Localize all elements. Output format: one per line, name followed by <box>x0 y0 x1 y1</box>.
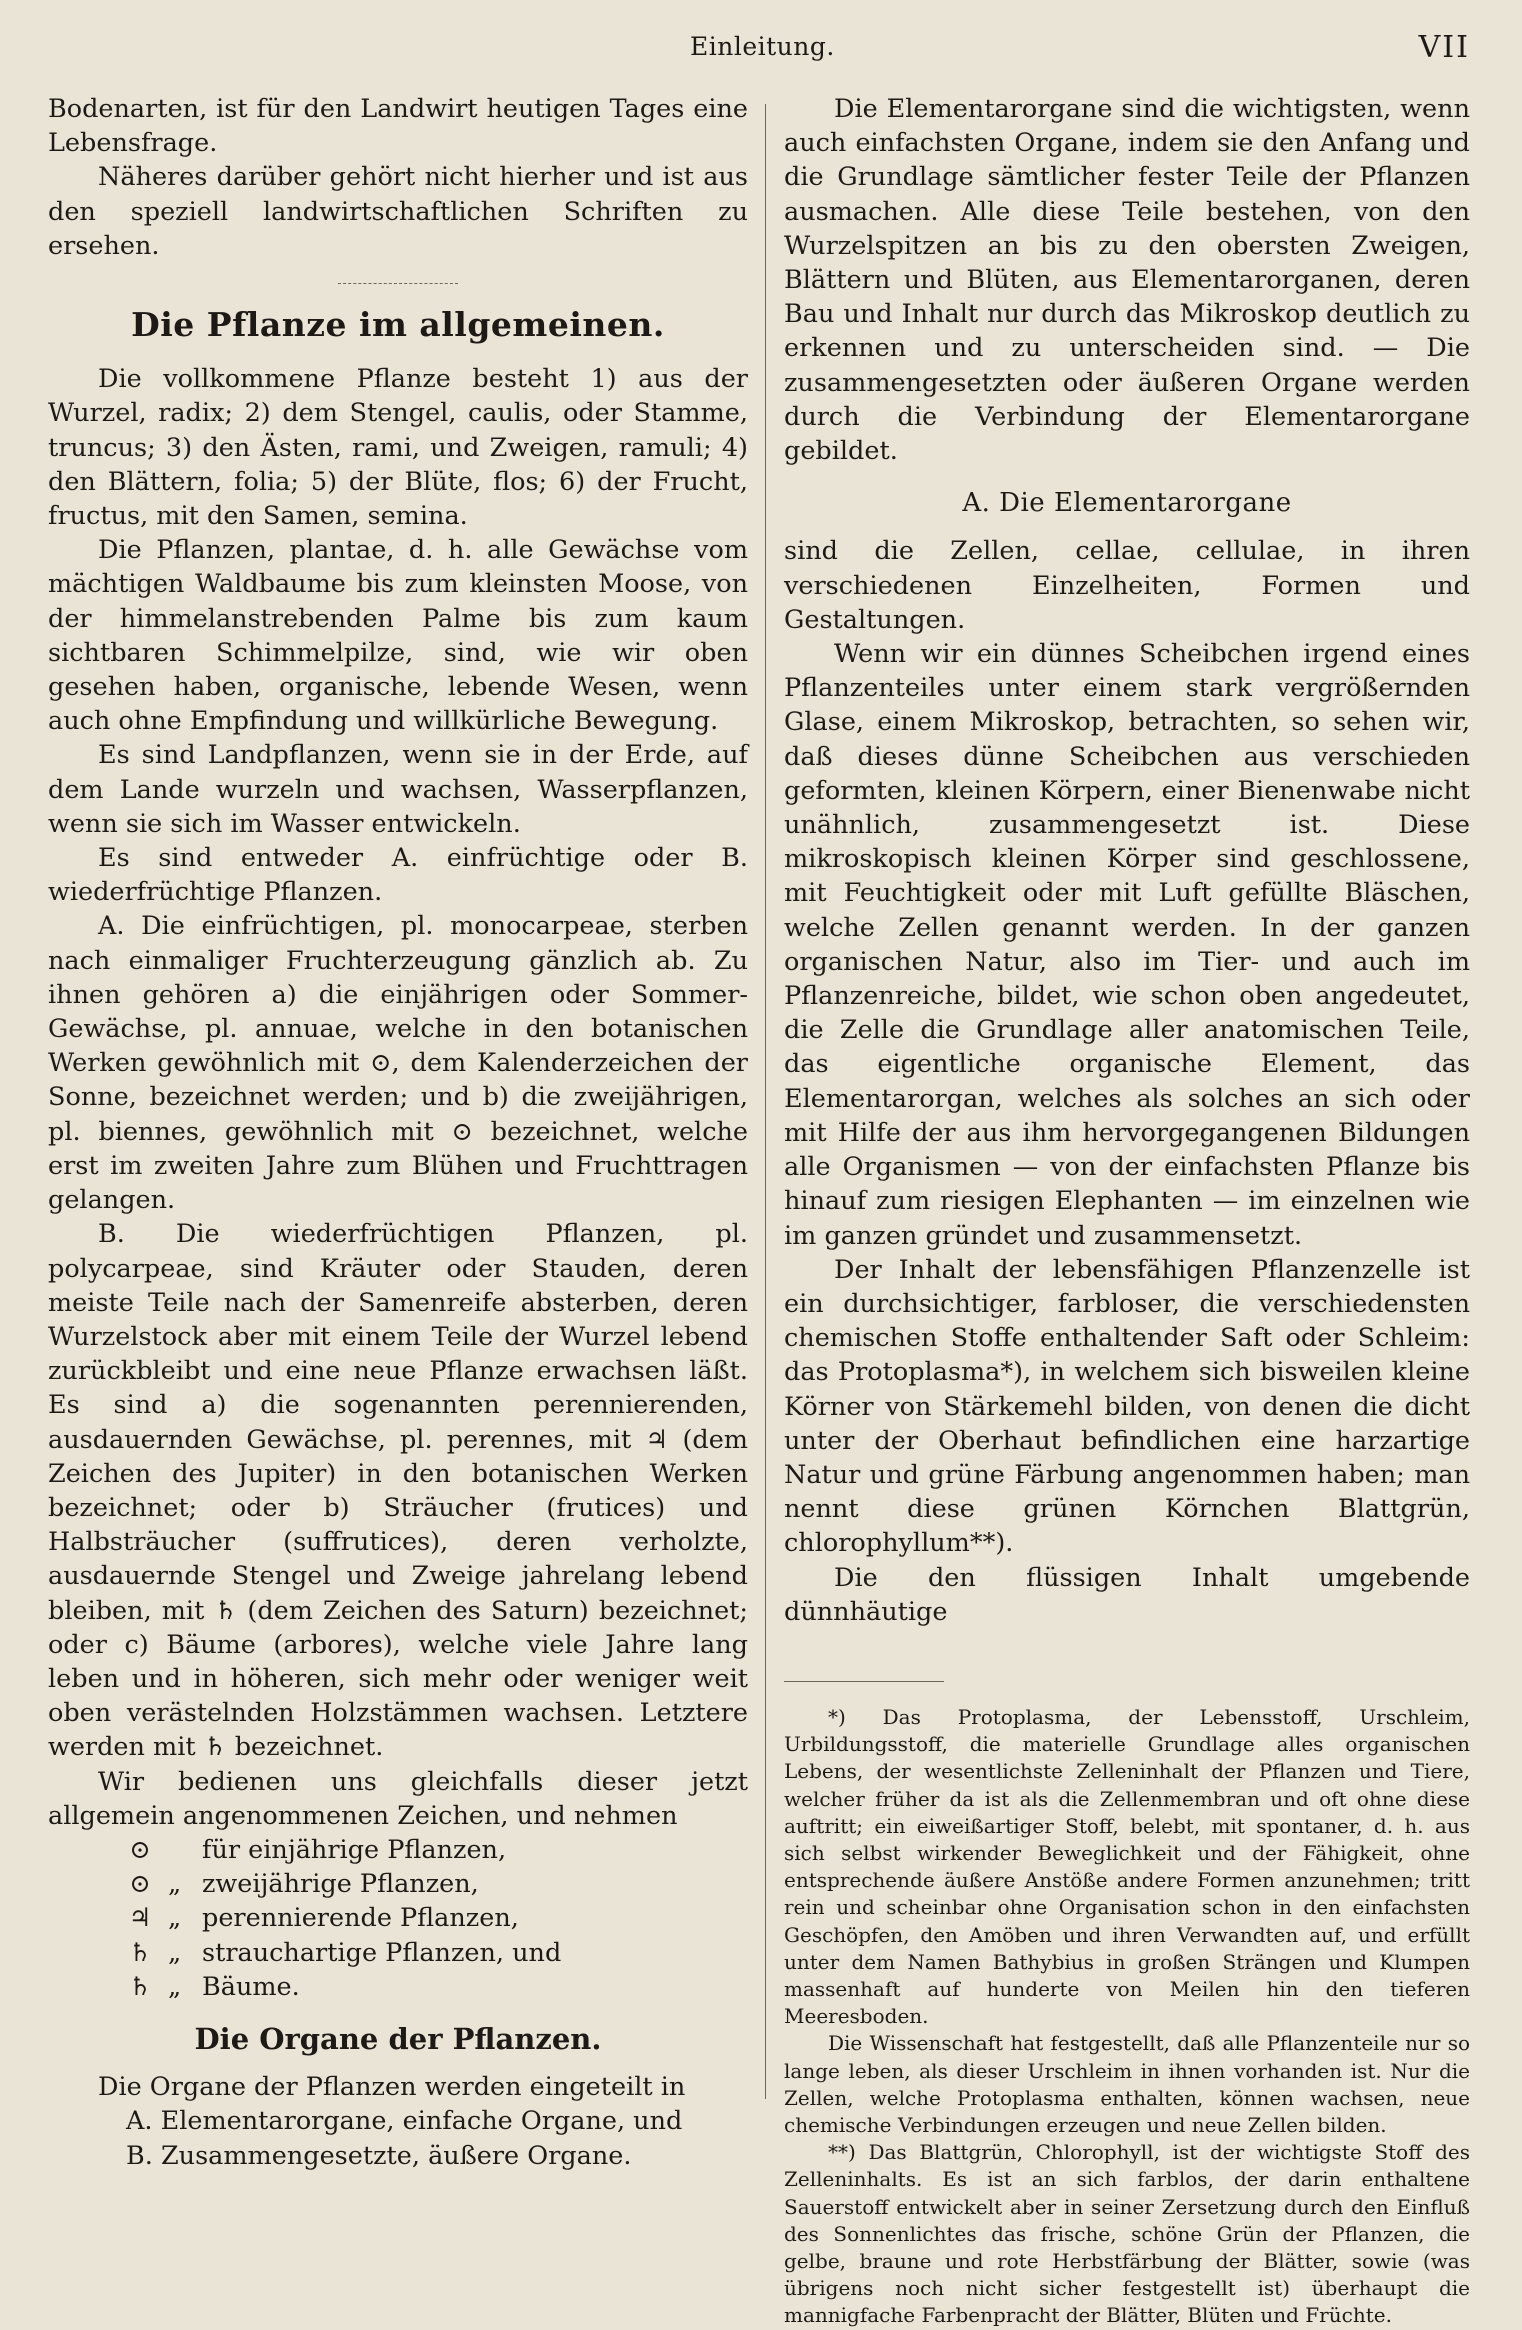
paragraph: Es sind Landpflanzen, wenn sie in der Erde, auf dem Lande wurzeln und wachsen, Wasserpflanzen, wenn sie sich im Wasser entwickeln. <box>48 740 748 839</box>
tree-symbol-icon: ♄ <box>128 1971 152 2002</box>
paragraph: Wir bedienen uns gleichfalls dieser jetzt allgemein angenommenen Zeichen, und nehmen <box>48 1766 748 1831</box>
paragraph: Die Organe der Pflanzen werden eingeteilt in <box>98 2072 686 2103</box>
symbol-label: zweijährige Pflanzen, <box>202 1869 479 1900</box>
footnote: *) Das Protoplasma, der Lebensstoff, Urschleim, Urbildungsstoff, die materielle Grundlage alles organischen Lebens, der wesentlichste Zelleninhalt der Pflanzen und Tiere, welcher früher da ist als die Zellenmembran und oft ohne diese auftritt; ein eiweißartiger Stoff, belebt, mit spontaner, d. h. aus sich selbst wirkender Beweglichkeit und der Fähigkeit, ohne entsprechende äußere Anstöße andere Formen anzunehmen; tritt rein und scheinbar ohne Organisation schon in den einfachsten Geschöpfen, den Amöben und ihren Verwandten auf, und erfüllt unter dem Namen Bathybius in großen Strängen und Klumpen massenhaft auf hunderte von Meilen hin den tieferen Meeresboden. <box>784 1704 1470 2029</box>
section-heading: Die Organe der Pflanzen. <box>194 2021 602 2056</box>
symbol-row <box>48 1936 748 1970</box>
footnote: Die Wissenschaft hat festgestellt, daß alle Pflanzenteile nur so lange leben, als dieser Urschleim in ihnen vorhanden ist. Nur die Zellen, welche Protoplasma enthalten, können wachsen, neue chemische Verbindungen erzeugen und neue Zellen bilden. <box>784 2031 1470 2137</box>
symbol-row <box>48 1867 748 1901</box>
ditto-mark: „ <box>168 1903 182 1934</box>
symbol-row <box>48 1833 748 1867</box>
jupiter-symbol-icon: ♃ <box>128 1903 152 1934</box>
symbol-list <box>48 1833 748 2004</box>
page-number: VII <box>1418 30 1470 65</box>
running-header <box>0 28 1522 68</box>
saturn-symbol-icon: ♄ <box>128 1937 152 1968</box>
paragraph: Näheres darüber gehört nicht hierher und ist aus den speziell landwirtschaftlichen Schriften zu ersehen. <box>48 162 748 261</box>
ditto-mark: „ <box>168 1937 182 1968</box>
paragraph: Die Elementarorgane sind die wichtigsten, wenn auch einfachsten Organe, indem sie den Anfang und die Grundlage sämtlicher fester Teile der Pflanzen ausmachen. Alle diese Teile bestehen, von den Wurzelspitzen an bis zu den obersten Zweigen, Blättern und Blüten, aus Elementarorganen, deren Bau und Inhalt nur durch das Mikroskop deutlich zu erkennen und zu unterscheiden sind. — Die zusammengesetzten oder äußeren Organe werden durch die Verbindung der Elementarorgane gebildet. <box>784 94 1470 467</box>
paragraph: Die den flüssigen Inhalt umgebende dünnhäutige <box>784 1562 1470 1627</box>
symbol-label: perennierende Pflanzen, <box>202 1903 519 1934</box>
symbol-row <box>48 1901 748 1935</box>
paragraph: Wenn wir ein dünnes Scheibchen irgend eines Pflanzenteiles unter einem stark vergrößernden Glase, einem Mikroskop, betrachten, so sehen wir, daß dieses dünne Scheibchen aus verschieden geformten, kleinen Körpern, einer Bienenwabe nicht unähnlich, zusammengesetzt ist. Diese mikroskopisch kleinen Körper sind geschlossene, mit Feuchtigkeit oder mit Luft gefüllte Bläschen, welche Zellen genannt werden. In der ganzen organischen Natur, also im Tier- und auch im Pflanzenreiche, bildet, wie schon oben angedeutet, die Zelle die Grundlage aller anatomischen Teile, das eigentliche organische Element, das Elementarorgan, welches als solches an sich oder mit Hilfe der aus ihm hervorgegangenen Bildungen alle Organismen — von der einfachsten Pflanze bis hinauf zum riesigen Elephanten — im einzelnen wie im ganzen gründet und zusammensetzt. <box>784 639 1470 1251</box>
section-separator <box>338 283 458 284</box>
paragraph: Der Inhalt der lebensfähigen Pflanzenzelle ist ein durchsichtiger, farbloser, die verschiedensten chemischen Stoffe enthaltender Saft oder Schleim: das Protoplasma*), in welchem sich bisweilen kleine Körner von Stärkemehl bilden, von denen die dicht unter der Oberhaut befindlichen eine harzartige Natur und grüne Färbung angenommen haben; man nennt diese grünen Körnchen Blattgrün, chlorophyllum**). <box>784 1254 1470 1559</box>
ditto-mark <box>168 1833 188 1867</box>
left-column <box>48 92 748 2173</box>
symbol-label: Bäume. <box>202 1971 300 2002</box>
paragraph: Die vollkommene Pflanze besteht 1) aus der Wurzel, radix; 2) dem Stengel, caulis, oder Stamme, truncus; 3) den Ästen, rami, und Zweigen, ramuli; 4) den Blättern, folia; 5) der Blüte, flos; 6) der Frucht, fructus, mit den Samen, semina. <box>48 364 748 532</box>
section-heading: Die Pflanze im allgemeinen. <box>131 305 665 345</box>
running-title: Einleitung. <box>690 32 835 61</box>
paragraph: Die Pflanzen, plantae, d. h. alle Gewächse vom mächtigen Waldbaume bis zum kleinsten Moose, von der himmelanstrebenden Palme bis zum kaum sichtbaren Schimmelpilze, sind, wie wir oben gesehen haben, organische, lebende Wesen, wenn auch ohne Empfindung und willkürliche Bewegung. <box>48 535 748 737</box>
column-divider <box>765 104 766 2099</box>
ditto-mark: „ <box>168 1869 182 1900</box>
organ-item: B. Zusammengesetzte, äußere Organe. <box>126 2140 632 2171</box>
paragraph: B. Die wiederfrüchtigen Pflanzen, pl. polycarpeae, sind Kräuter oder Stauden, deren meiste Teile nach der Samenreife absterben, deren Wurzelstock aber mit einem Teile der Wurzel lebend zurückbleibt und eine neue Pflanze erwachsen läßt. Es sind a) die sogenannten perennierenden, ausdauernden Gewächse, pl. perennes, mit ♃ (dem Zeichen des Jupiter) in den botanischen Werken bezeichnet; oder b) Sträucher (frutices) und Halbsträucher (suffrutices), deren verholzte, ausdauernde Stengel und Zweige jahrelang lebend bleiben, mit ♄ (dem Zeichen des Saturn) bezeichnet; oder c) Bäume (arbores), welche viele Jahre lang leben und in höheren, sich mehr oder weniger weit oben verästelnden Holzstämmen wachsen. Letztere werden mit ♄ bezeichnet. <box>48 1219 748 1763</box>
paragraph: Es sind entweder A. einfrüchtige oder B. wiederfrüchtige Pflanzen. <box>48 843 748 908</box>
symbol-label: strauchartige Pflanzen, und <box>202 1937 562 1968</box>
sun-symbol-icon: ⊙ <box>129 1834 151 1865</box>
ditto-mark: „ <box>168 1971 182 2002</box>
paragraph: A. Die einfrüchtigen, pl. monocarpeae, sterben nach einmaliger Fruchterzeugung gänzlich ab. Zu ihnen gehören a) die einjährigen oder Sommer-Gewächse, pl. annuae, welche in den botanischen Werken gewöhnlich mit ⊙, dem Kalenderzeichen der Sonne, bezeichnet werden; und b) die zweijährigen, pl. biennes, gewöhnlich mit ⊙ bezeichnet, welche erst im zweiten Jahre zum Blühen und Fruchttragen gelangen. <box>48 911 748 1216</box>
symbol-row <box>48 1970 748 2004</box>
paragraph: Bodenarten, ist für den Landwirt heutigen Tages eine Lebensfrage. <box>48 94 748 159</box>
organ-item: A. Elementarorgane, einfache Organe, und <box>126 2106 683 2137</box>
symbol-label: für einjährige Pflanzen, <box>202 1834 507 1865</box>
biennial-symbol-icon: ⊙ <box>129 1869 151 1900</box>
subsection-heading: A. Die Elementarorgane <box>962 488 1292 519</box>
footnotes <box>784 1704 1470 2330</box>
right-column <box>784 92 1470 2330</box>
paragraph: sind die Zellen, cellae, cellulae, in ihren verschiedenen Einzelheiten, Formen und Gestaltungen. <box>784 536 1470 635</box>
footnote-separator <box>784 1681 944 1682</box>
footnote: **) Das Blattgrün, Chlorophyll, ist der wichtigste Stoff des Zelleninhalts. Es ist an sich farblos, der darin enthaltene Sauerstoff entwickelt aber in seiner Zersetzung durch den Einfluß des Sonnenlichtes das frische, schöne Grün der Pflanzen, die gelbe, braune und rote Herbstfärbung der Blätter, sowie (was übrigens noch nicht sicher festgestellt ist) überhaupt die mannigfache Farbenpracht der Blätter, Blüten und Früchte. <box>784 2140 1470 2328</box>
